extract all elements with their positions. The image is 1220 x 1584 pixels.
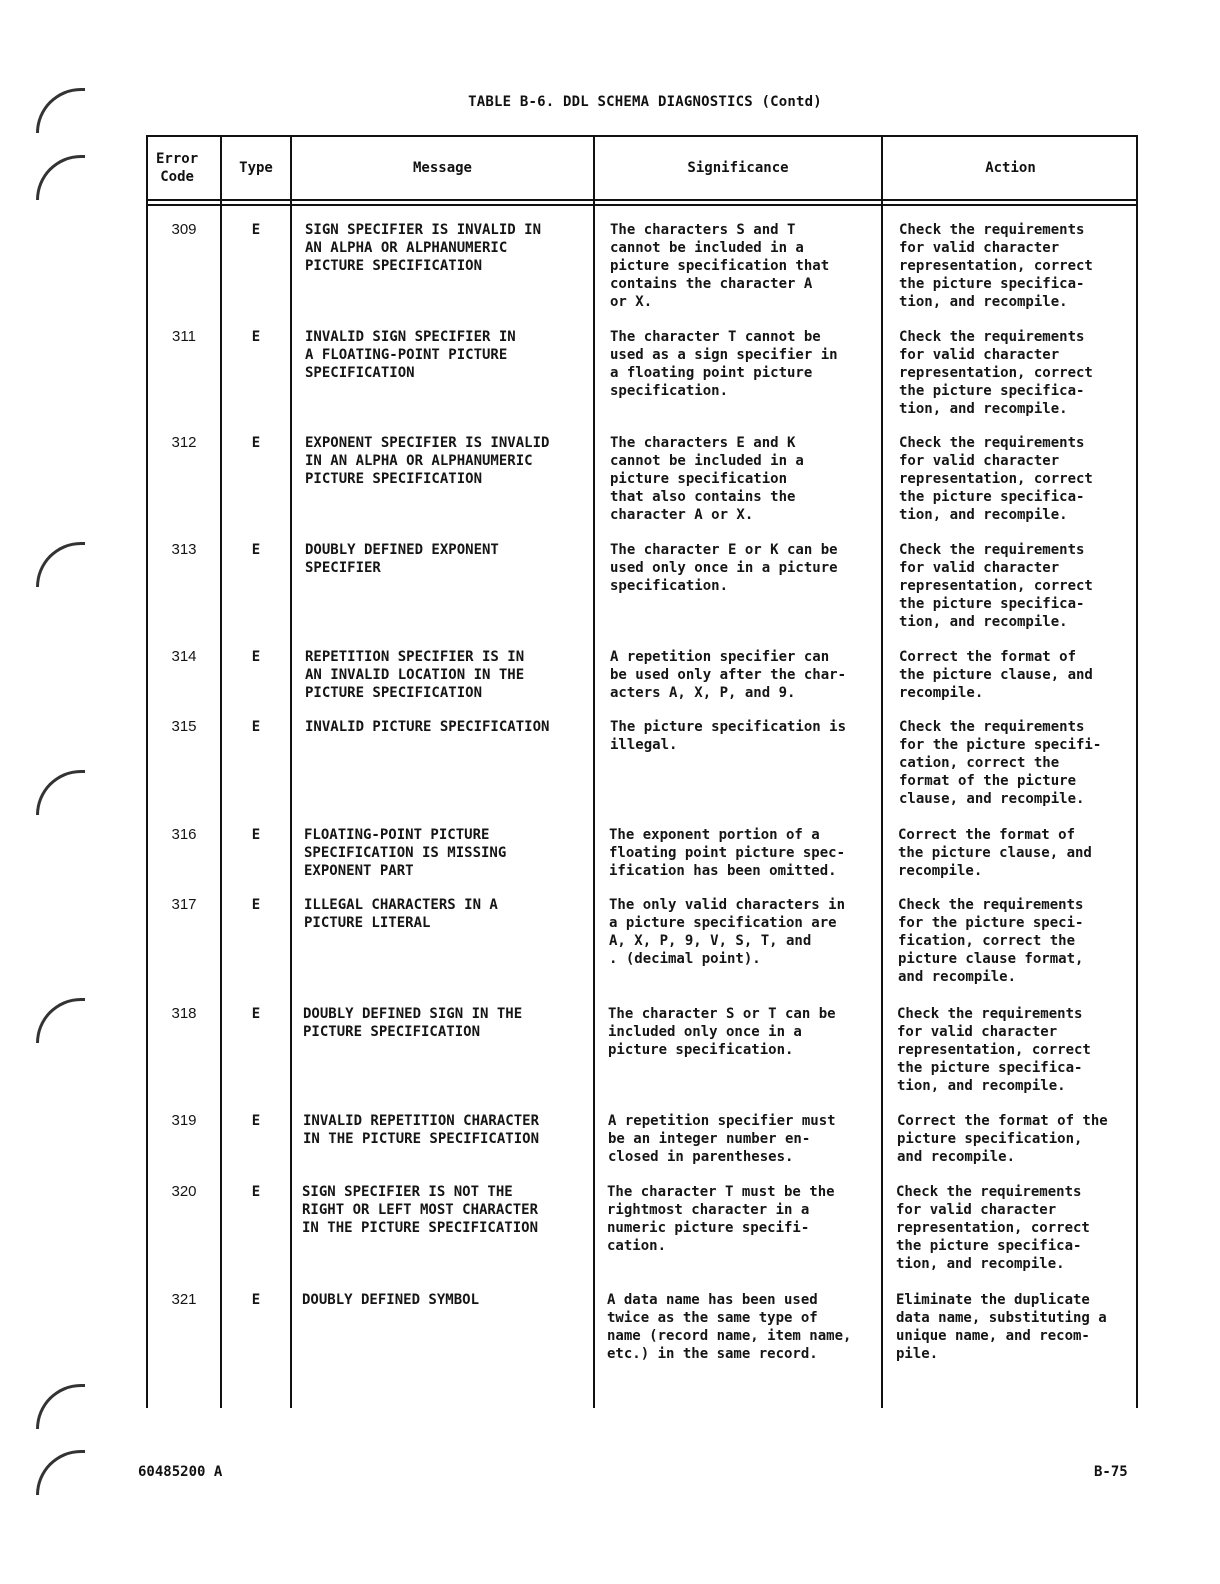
action-cell: Correct the format of the picture clause, and recompile. bbox=[898, 827, 1092, 879]
error-code-cell: 314 bbox=[171, 648, 197, 665]
type-cell: E bbox=[251, 329, 261, 345]
significance-cell: A data name has been used twice as the same type of name (record name, item name, etc.) in the same record. bbox=[607, 1292, 852, 1362]
message-cell: REPETITION SPECIFIER IS IN AN INVALID LOCATION IN THE PICTURE SPECIFICATION bbox=[305, 649, 525, 701]
significance-cell: The characters E and K cannot be included in a picture specification that also contains the character A or X. bbox=[610, 435, 804, 523]
type-cell: E bbox=[251, 435, 261, 451]
header-error-code: Error Code bbox=[156, 151, 199, 185]
message-cell: FLOATING-POINT PICTURE SPECIFICATION IS MISSING EXPONENT PART bbox=[304, 827, 507, 879]
type-cell: E bbox=[251, 1292, 261, 1308]
significance-cell: The only valid characters in a picture specification are A, X, P, 9, V, S, T, and . (decimal point). bbox=[609, 897, 846, 967]
type-cell: E bbox=[251, 222, 261, 238]
binder-hole-mark bbox=[36, 1450, 85, 1495]
header-rule bbox=[148, 204, 1136, 206]
binder-hole-mark bbox=[36, 155, 85, 200]
action-cell: Correct the format of the picture specification, and recompile. bbox=[897, 1113, 1108, 1165]
message-cell: DOUBLY DEFINED SYMBOL bbox=[302, 1292, 480, 1308]
action-cell: Check the requirements for valid character representation, correct the picture specifica- tion, and recompile. bbox=[899, 222, 1093, 310]
column-divider bbox=[881, 137, 883, 1408]
significance-cell: The character T cannot be used as a sign specifier in a floating point picture specification. bbox=[610, 329, 838, 399]
message-cell: DOUBLY DEFINED SIGN IN THE PICTURE SPECIFICATION bbox=[303, 1006, 523, 1040]
error-code-cell: 318 bbox=[171, 1005, 197, 1022]
header-rule bbox=[148, 199, 1136, 201]
type-cell: E bbox=[251, 827, 261, 843]
error-code-cell: 311 bbox=[172, 328, 196, 345]
error-code-cell: 320 bbox=[171, 1183, 197, 1200]
action-cell: Check the requirements for valid character representation, correct the picture specifica- tion, and recompile. bbox=[899, 542, 1093, 630]
document-number: 60485200 A bbox=[138, 1464, 223, 1480]
significance-cell: The characters S and T cannot be included in a picture specification that contains the character A or X. bbox=[610, 222, 830, 310]
significance-cell: The character S or T can be included only once in a picture specification. bbox=[608, 1006, 836, 1058]
significance-cell: The picture specification is illegal. bbox=[610, 719, 847, 753]
message-cell: INVALID PICTURE SPECIFICATION bbox=[305, 719, 550, 735]
type-cell: E bbox=[251, 1184, 261, 1200]
message-cell: INVALID SIGN SPECIFIER IN A FLOATING-POINT PICTURE SPECIFICATION bbox=[305, 329, 516, 381]
diagnostics-table bbox=[146, 135, 1138, 1408]
error-code-cell: 319 bbox=[171, 1112, 197, 1129]
message-cell: ILLEGAL CHARACTERS IN A PICTURE LITERAL bbox=[304, 897, 498, 931]
message-cell: EXPONENT SPECIFIER IS INVALID IN AN ALPHA OR ALPHANUMERIC PICTURE SPECIFICATION bbox=[305, 435, 550, 487]
significance-cell: A repetition specifier can be used only after the char- acters A, X, P, and 9. bbox=[610, 649, 847, 701]
message-cell: INVALID REPETITION CHARACTER IN THE PICTURE SPECIFICATION bbox=[303, 1113, 540, 1147]
page-number: B-75 bbox=[1094, 1464, 1128, 1480]
action-cell: Check the requirements for valid character representation, correct the picture specifica- tion, and recompile. bbox=[899, 435, 1093, 523]
action-cell: Check the requirements for valid character representation, correct the picture specifica- tion, and recompile. bbox=[896, 1184, 1090, 1272]
significance-cell: The exponent portion of a floating point picture spec- ification has been omitted. bbox=[609, 827, 846, 879]
error-code-cell: 312 bbox=[171, 434, 197, 451]
column-divider bbox=[593, 137, 595, 1408]
action-cell: Check the requirements for valid character representation, correct the picture specifica- tion, and recompile. bbox=[899, 329, 1093, 417]
header-significance: Significance bbox=[687, 160, 789, 176]
error-code-cell: 317 bbox=[171, 896, 197, 913]
message-cell: SIGN SPECIFIER IS NOT THE RIGHT OR LEFT MOST CHARACTER IN THE PICTURE SPECIFICATION bbox=[302, 1184, 539, 1236]
error-code-cell: 321 bbox=[171, 1291, 197, 1308]
header-action: Action bbox=[985, 160, 1036, 176]
message-cell: SIGN SPECIFIER IS INVALID IN AN ALPHA OR ALPHANUMERIC PICTURE SPECIFICATION bbox=[305, 222, 542, 274]
message-cell: DOUBLY DEFINED EXPONENT SPECIFIER bbox=[305, 542, 499, 576]
error-code-cell: 313 bbox=[171, 541, 197, 558]
action-cell: Check the requirements for the picture specifi- cation, correct the format of the picture clause, and recompile. bbox=[899, 719, 1102, 807]
action-cell: Correct the format of the picture clause, and recompile. bbox=[899, 649, 1093, 701]
header-type: Type bbox=[239, 160, 273, 176]
column-divider bbox=[290, 137, 292, 1408]
action-cell: Check the requirements for the picture speci- fication, correct the picture clause format, and recompile. bbox=[898, 897, 1084, 985]
type-cell: E bbox=[251, 1113, 261, 1129]
binder-hole-mark bbox=[36, 998, 85, 1043]
type-cell: E bbox=[251, 1006, 261, 1022]
binder-hole-mark bbox=[36, 1384, 85, 1429]
type-cell: E bbox=[251, 719, 261, 735]
error-code-cell: 309 bbox=[171, 221, 197, 238]
type-cell: E bbox=[251, 542, 261, 558]
action-cell: Eliminate the duplicate data name, substituting a unique name, and recom- pile. bbox=[896, 1292, 1107, 1362]
binder-hole-mark bbox=[36, 542, 85, 587]
significance-cell: The character E or K can be used only once in a picture specification. bbox=[610, 542, 838, 594]
header-message: Message bbox=[412, 160, 472, 176]
table-caption: TABLE B-6. DDL SCHEMA DIAGNOSTICS (Contd) bbox=[468, 94, 822, 110]
action-cell: Check the requirements for valid character representation, correct the picture specifica- tion, and recompile. bbox=[897, 1006, 1091, 1094]
type-cell: E bbox=[251, 897, 261, 913]
significance-cell: A repetition specifier must be an integer number en- closed in parentheses. bbox=[608, 1113, 836, 1165]
binder-hole-mark bbox=[36, 770, 85, 815]
error-code-cell: 316 bbox=[171, 826, 197, 843]
type-cell: E bbox=[251, 649, 261, 665]
significance-cell: The character T must be the rightmost character in a numeric picture specifi- cation. bbox=[607, 1184, 835, 1254]
error-code-cell: 315 bbox=[171, 718, 197, 735]
